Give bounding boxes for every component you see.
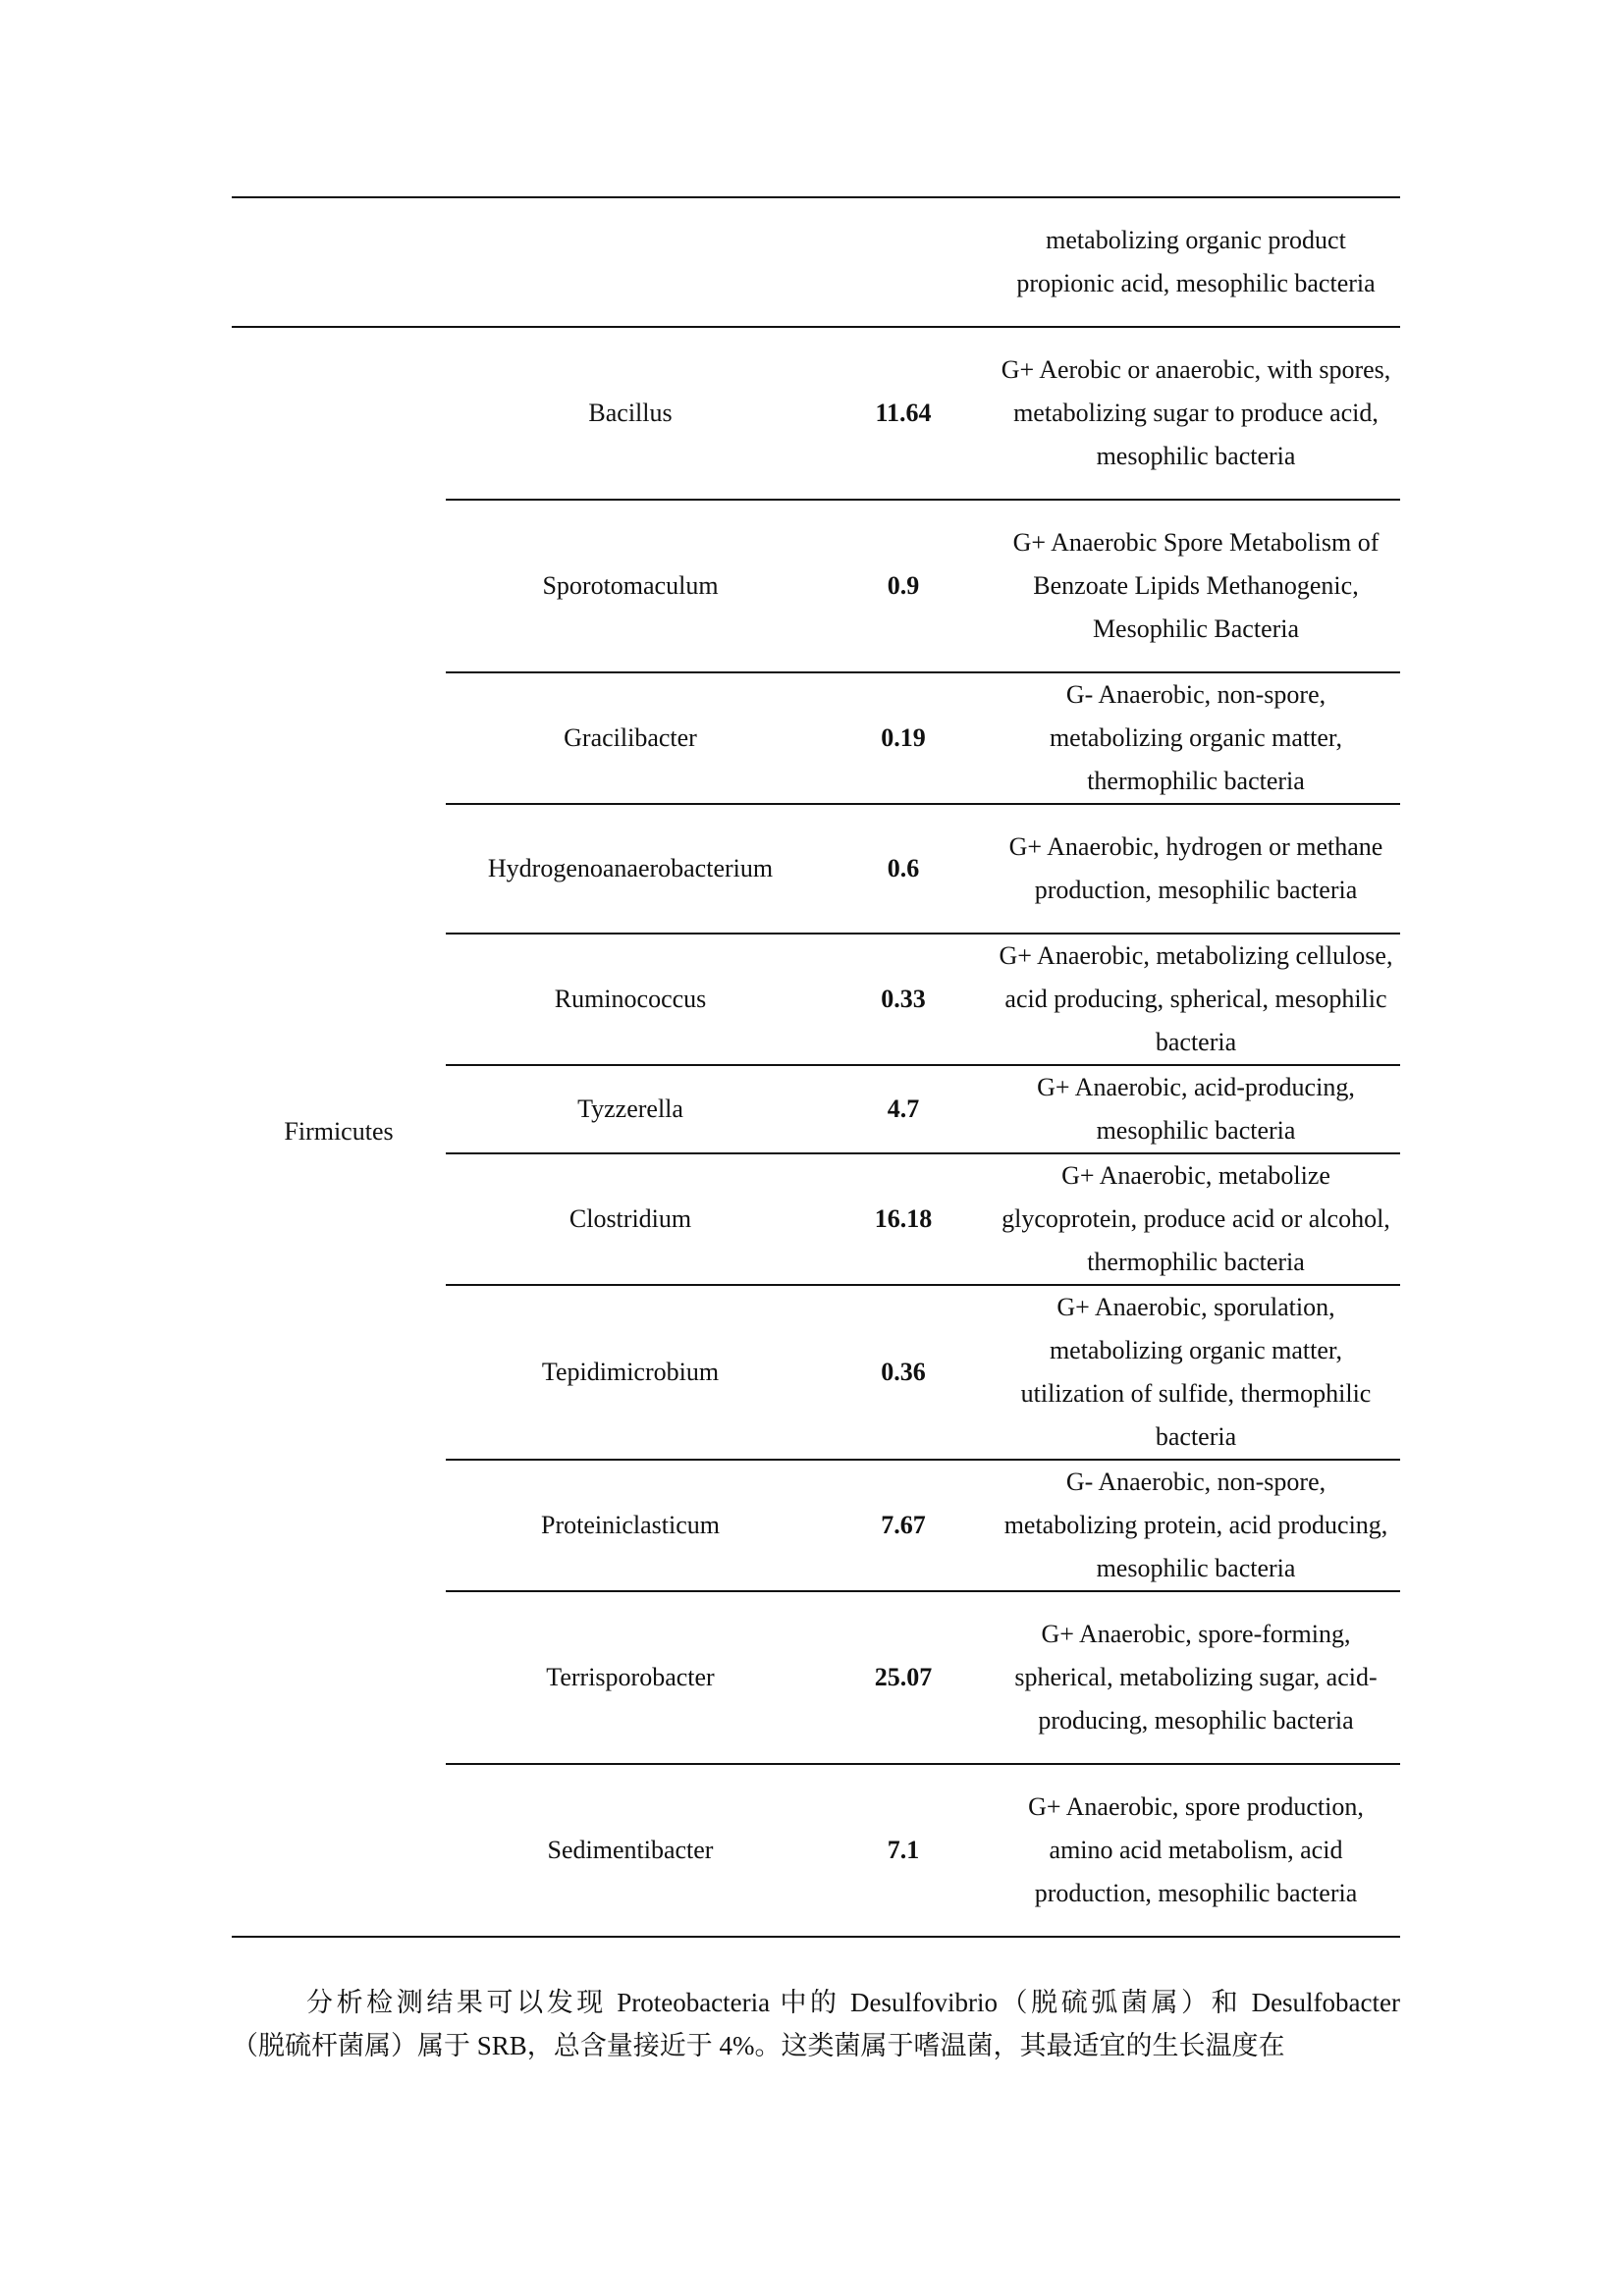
genus-cell: Gracilibacter: [446, 672, 815, 804]
description-cell: G- Anaerobic, non-spore, metabolizing organic matter, thermophilic bacteria: [992, 672, 1400, 804]
phylum-cell: Firmicutes: [232, 327, 446, 1937]
genus-cell: Ruminococcus: [446, 934, 815, 1065]
genus-cell: Hydrogenoanaerobacterium: [446, 804, 815, 934]
genus-cell: Clostridium: [446, 1153, 815, 1285]
abundance-value-cell: 0.19: [815, 672, 992, 804]
paragraph-line-2: （脱硫杆菌属）属于 SRB，总含量接近于 4%。这类菌属于嗜温菌，其最适宜的生长温度在: [232, 2031, 1285, 2060]
genus-cell: Sporotomaculum: [446, 500, 815, 672]
description-cell: G+ Anaerobic, metabolizing cellulose, acid producing, spherical, mesophilic bacteria: [992, 934, 1400, 1065]
continuation-row: [232, 197, 1400, 327]
continuation-phylum-cell: [232, 197, 446, 327]
description-cell: G+ Anaerobic, acid-producing, mesophilic bacteria: [992, 1065, 1400, 1153]
description-cell: G+ Anaerobic, sporulation, metabolizing organic matter, utilization of sulfide, thermophilic bacteria: [992, 1285, 1400, 1460]
description-cell: G+ Anaerobic, metabolize glycoprotein, produce acid or alcohol, thermophilic bacteria: [992, 1153, 1400, 1285]
description-cell: G+ Anaerobic Spore Metabolism of Benzoate Lipids Methanogenic, Mesophilic Bacteria: [992, 500, 1400, 672]
continuation-genus-cell: [446, 197, 815, 327]
description-cell: G+ Anaerobic, hydrogen or methane production, mesophilic bacteria: [992, 804, 1400, 934]
abundance-value-cell: 7.67: [815, 1460, 992, 1591]
abundance-value-cell: 16.18: [815, 1153, 992, 1285]
description-cell: G- Anaerobic, non-spore, metabolizing protein, acid producing, mesophilic bacteria: [992, 1460, 1400, 1591]
abundance-value-cell: 0.9: [815, 500, 992, 672]
description-cell: G+ Anaerobic, spore production, amino acid metabolism, acid production, mesophilic bacteria: [992, 1764, 1400, 1937]
abundance-value-cell: 11.64: [815, 327, 992, 500]
genus-cell: Terrisporobacter: [446, 1591, 815, 1764]
bacteria-table: [232, 196, 1400, 1938]
genus-cell: Bacillus: [446, 327, 815, 500]
genus-cell: Tepidimicrobium: [446, 1285, 815, 1460]
genus-cell: Tyzzerella: [446, 1065, 815, 1153]
continuation-description: metabolizing organic product propionic acid, mesophilic bacteria: [992, 197, 1400, 327]
continuation-value-cell: [815, 197, 992, 327]
abundance-value-cell: 4.7: [815, 1065, 992, 1153]
abundance-value-cell: 0.36: [815, 1285, 992, 1460]
genus-cell: Proteiniclasticum: [446, 1460, 815, 1591]
abundance-value-cell: 0.6: [815, 804, 992, 934]
abundance-value-cell: 7.1: [815, 1764, 992, 1937]
description-cell: G+ Anaerobic, spore-forming, spherical, metabolizing sugar, acid-producing, mesophilic bacteria: [992, 1591, 1400, 1764]
abundance-value-cell: 25.07: [815, 1591, 992, 1764]
description-cell: G+ Aerobic or anaerobic, with spores, metabolizing sugar to produce acid, mesophilic bacteria: [992, 327, 1400, 500]
abundance-value-cell: 0.33: [815, 934, 992, 1065]
genus-cell: Sedimentibacter: [446, 1764, 815, 1937]
paragraph-line-1: 分析检测结果可以发现 Proteobacteria 中的 Desulfovibrio（脱硫弧菌属）和 Desulfobacter: [306, 1988, 1400, 2017]
table-row: [232, 327, 1400, 500]
